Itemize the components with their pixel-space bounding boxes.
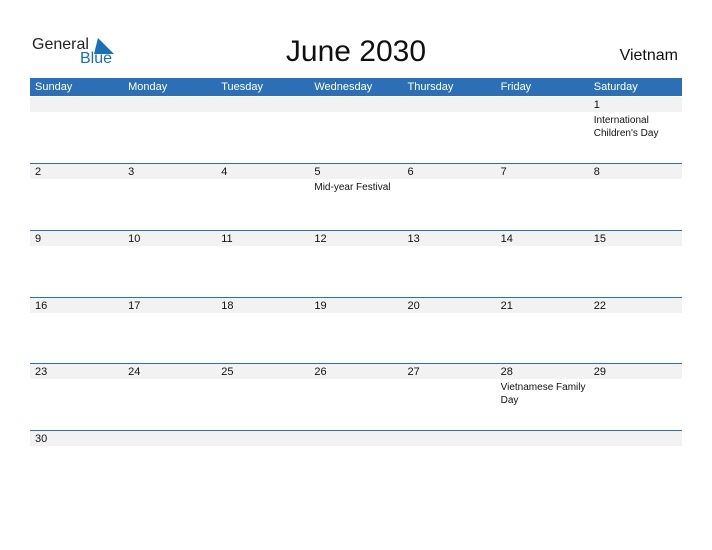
holiday-label: Mid-year Festival	[314, 182, 391, 193]
day-number-band	[123, 164, 216, 179]
day-number: 29	[593, 366, 606, 378]
calendar-day-cell	[589, 231, 682, 297]
day-number-band	[30, 97, 123, 112]
day-number-band	[216, 431, 309, 446]
day-number-band	[496, 164, 589, 179]
calendar-day-cell	[589, 164, 682, 230]
calendar-day-cell	[123, 97, 216, 163]
calendar-day-cell	[496, 164, 589, 230]
day-number: 25	[221, 366, 234, 378]
calendar-day-cell	[589, 298, 682, 364]
day-number: 21	[500, 300, 513, 312]
calendar-day-cell	[403, 298, 496, 364]
day-number-band	[30, 231, 123, 246]
day-number: 13	[407, 233, 420, 245]
weekday-header-saturday: Saturday	[593, 81, 638, 93]
calendar-day-cell	[496, 97, 589, 163]
day-number: 24	[128, 366, 141, 378]
day-number: 10	[128, 233, 141, 245]
day-number: 14	[500, 233, 513, 245]
calendar-day-cell	[216, 231, 309, 297]
calendar-day-cell	[403, 364, 496, 430]
day-number-band	[30, 164, 123, 179]
day-number: 22	[593, 300, 606, 312]
day-number: 12	[314, 233, 327, 245]
day-number: 9	[35, 233, 42, 245]
calendar-day-cell	[216, 164, 309, 230]
day-number: 26	[314, 366, 327, 378]
calendar-day-cell	[30, 164, 123, 230]
calendar-day-cell	[309, 298, 402, 364]
day-number: 6	[407, 166, 414, 178]
weekday-header-monday: Monday	[128, 81, 168, 93]
weekday-header-friday: Friday	[500, 81, 532, 93]
calendar-day-cell	[309, 164, 402, 230]
day-number-band	[496, 97, 589, 112]
day-number: 28	[500, 366, 513, 378]
day-number: 17	[128, 300, 141, 312]
weekday-header-thursday: Thursday	[407, 81, 454, 93]
calendar-day-cell	[30, 364, 123, 430]
day-number: 7	[500, 166, 507, 178]
day-number-band	[496, 431, 589, 446]
weekday-header-row	[30, 78, 682, 96]
day-number: 18	[221, 300, 234, 312]
day-number-band	[403, 97, 496, 112]
calendar-day-cell	[309, 231, 402, 297]
day-number: 11	[221, 233, 233, 245]
calendar-day-cell	[30, 431, 123, 497]
calendar-day-cell	[123, 298, 216, 364]
holiday-label: Vietnamese Family Day	[500, 382, 586, 406]
calendar-day-cell	[403, 431, 496, 497]
weekday-header-wednesday: Wednesday	[314, 81, 373, 93]
day-number-band	[589, 164, 682, 179]
day-number: 8	[593, 166, 600, 178]
calendar-day-cell	[496, 231, 589, 297]
calendar-week-row	[30, 230, 682, 297]
calendar-day-cell	[30, 298, 123, 364]
weekday-header-tuesday: Tuesday	[221, 81, 264, 93]
calendar-week-row	[30, 97, 682, 163]
calendar-day-cell	[403, 231, 496, 297]
day-number-band	[309, 164, 402, 179]
day-number-band	[589, 431, 682, 446]
calendar-day-cell	[403, 97, 496, 163]
weekday-header-sunday: Sunday	[35, 81, 73, 93]
country-label: Vietnam	[619, 47, 678, 64]
day-number: 30	[35, 433, 48, 445]
calendar-day-cell	[123, 364, 216, 430]
logo-word-general: General	[32, 36, 89, 53]
day-number: 19	[314, 300, 327, 312]
holiday-label: International Children's Day	[593, 115, 659, 139]
calendar-day-cell	[309, 431, 402, 497]
day-number-band	[589, 97, 682, 112]
calendar-day-cell	[589, 364, 682, 430]
calendar-week-row	[30, 297, 682, 364]
day-number-band	[216, 97, 309, 112]
calendar-day-cell	[216, 97, 309, 163]
logo-word-blue: Blue	[80, 50, 113, 67]
day-number: 16	[35, 300, 48, 312]
calendar-day-cell	[496, 364, 589, 430]
day-number: 5	[314, 166, 321, 178]
day-number-band	[403, 164, 496, 179]
calendar-week-row	[30, 163, 682, 230]
day-number: 3	[128, 166, 135, 178]
calendar-day-cell	[589, 431, 682, 497]
day-number-band	[123, 431, 216, 446]
day-number: 20	[407, 300, 420, 312]
calendar-day-cell	[496, 298, 589, 364]
calendar-day-cell	[216, 298, 309, 364]
day-number: 27	[407, 366, 420, 378]
calendar-day-cell	[123, 231, 216, 297]
calendar-day-cell	[30, 231, 123, 297]
day-number: 15	[593, 233, 606, 245]
day-number-band	[216, 164, 309, 179]
day-number-band	[309, 97, 402, 112]
day-number: 4	[221, 166, 228, 178]
calendar-day-cell	[309, 97, 402, 163]
calendar-day-cell	[30, 97, 123, 163]
day-number-band	[403, 431, 496, 446]
calendar-title: June 2030	[285, 35, 427, 68]
day-number: 1	[593, 99, 600, 111]
calendar-day-cell	[123, 164, 216, 230]
calendar-day-cell	[216, 364, 309, 430]
calendar-day-cell	[496, 431, 589, 497]
day-number: 23	[35, 366, 48, 378]
calendar-week-row	[30, 363, 682, 430]
calendar-week-row	[30, 430, 682, 497]
calendar-day-cell	[589, 97, 682, 163]
day-number-band	[309, 431, 402, 446]
calendar-day-cell	[123, 431, 216, 497]
day-number: 2	[35, 166, 42, 178]
day-number-band	[123, 97, 216, 112]
calendar-day-cell	[216, 431, 309, 497]
calendar-day-cell	[403, 164, 496, 230]
calendar-day-cell	[309, 364, 402, 430]
